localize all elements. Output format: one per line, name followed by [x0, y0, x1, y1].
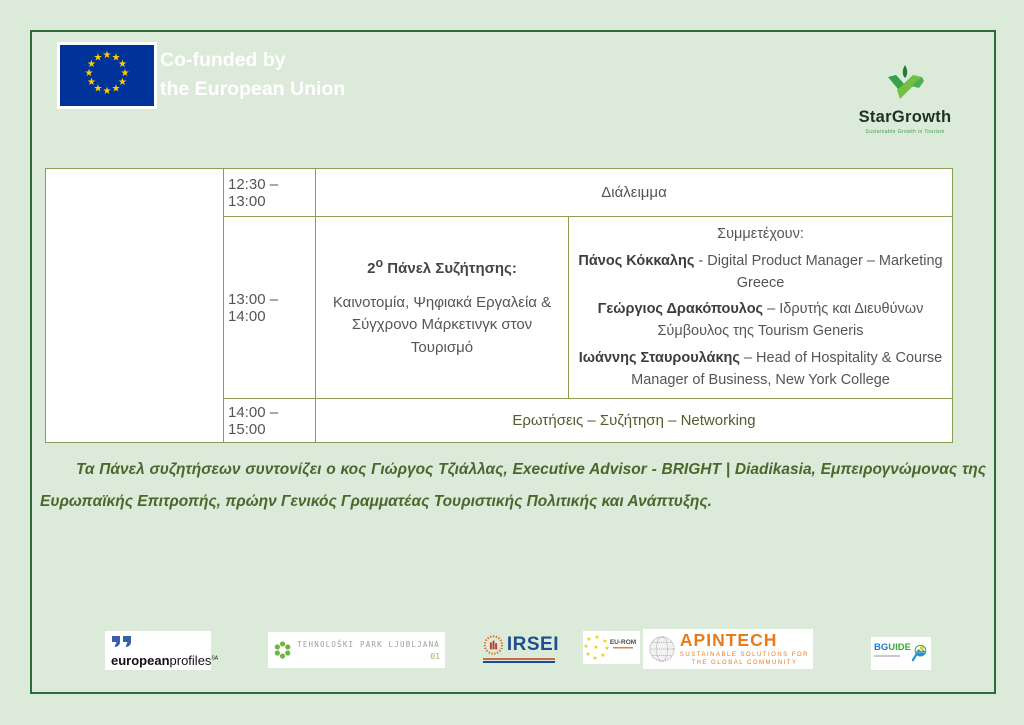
globe-icon: [647, 633, 677, 665]
agenda-table: [45, 168, 953, 443]
panel-topic: Καινοτομία, Ψηφιακά Εργαλεία & Σύγχρονο Μάρκετινγκ στον Τουρισμό: [332, 293, 552, 356]
irsei-subtext-line: [483, 658, 555, 660]
svg-text:★: ★: [594, 634, 600, 641]
tehnoloski-park-number: 01: [430, 651, 440, 661]
networking-label: Ερωτήσεις – Συζήτηση – Networking: [316, 399, 953, 443]
time-slot: 14:00 – 15:00: [224, 399, 316, 443]
apintech-logo: [643, 629, 813, 669]
european-profiles-wordmark: europeanprofiles$^{SA}$: [111, 653, 219, 668]
stargrowth-star-icon: [883, 64, 927, 102]
svg-text:★: ★: [583, 643, 589, 650]
european-profiles-logo: [105, 631, 219, 670]
bguide-label: BGUIDE: [874, 642, 911, 653]
svg-text:★: ★: [120, 68, 130, 79]
eu-funding-label: [160, 46, 345, 105]
participants-heading: Συμμετέχουν:: [717, 226, 804, 242]
participant-name: Ιωάννης Σταυρουλάκης: [578, 349, 740, 366]
svg-text:★: ★: [593, 644, 599, 651]
time-slot: 13:00 – 14:00: [224, 217, 316, 399]
svg-text:★: ★: [87, 77, 96, 88]
time-slot: 12:30 – 13:00: [224, 169, 316, 217]
irsei-logo: [483, 633, 559, 669]
stargrowth-logo: [845, 64, 965, 135]
tehnoloski-park-label: TEHNOLOŠKI PARK LJUBLJANA: [297, 639, 440, 649]
participant-role: - Digital Product Manager – Marketing Greece: [694, 252, 943, 291]
svg-text:★: ★: [102, 50, 112, 61]
irsei-emblem-icon: [483, 633, 504, 657]
svg-text:★: ★: [118, 59, 127, 70]
svg-text:★: ★: [111, 83, 121, 95]
apintech-tagline1: SUSTAINABLE SOLUTIONS FOR: [679, 651, 809, 658]
agenda-empty-cell: [46, 169, 224, 443]
participant-name: Γεώργιος Δρακόπουλος: [597, 301, 764, 318]
participant: [573, 348, 948, 392]
stargrowth-name: StarGrowth: [858, 108, 952, 126]
table-row: [46, 169, 953, 217]
svg-text:★: ★: [102, 86, 112, 97]
svg-text:★: ★: [93, 52, 103, 64]
svg-text:★: ★: [585, 651, 591, 658]
quotes-icon: [111, 636, 133, 647]
svg-text:★: ★: [118, 77, 127, 88]
participants-cell: [569, 217, 953, 399]
svg-text:★: ★: [84, 68, 94, 79]
participant-role: – Head of Hospitality & Course Manager of Business, New York College: [631, 349, 943, 388]
tehnoloski-park-logo: [268, 632, 445, 668]
svg-text:★: ★: [604, 645, 610, 652]
panel-description-cell: [316, 217, 569, 399]
irsei-underline: [483, 661, 555, 663]
magnifier-icon: [911, 639, 928, 668]
apintech-tagline2: THE GLOBAL COMMUNITY: [691, 659, 798, 666]
eu-flag-icon: [57, 42, 157, 109]
bguide-logo: [871, 637, 931, 670]
svg-text:★: ★: [93, 83, 103, 95]
svg-text:★: ★: [592, 655, 598, 662]
eurom-logo: [583, 631, 640, 664]
panel-title: $2^o$ Πάνελ Συζήτησης:: [367, 255, 517, 277]
participant: [573, 299, 948, 343]
irsei-label: IRSEI: [506, 634, 559, 655]
moderator-note: Τα Πάνελ συζητήσεων συντονίζει ο κος Γιώργος Τζιάλλας, Executive Advisor - BRIGHT | Diadikasia, Εμπειρογνώμονας της Ευρωπαϊκής Επιτροπής, πρώην Γενικός Γραμματέας Τουριστικής Πολιτικής και Ανάπτυξης.: [40, 461, 986, 510]
eu-flag-stars: [60, 45, 154, 106]
eu-funding-line2: the European Union: [160, 78, 346, 101]
svg-text:★: ★: [111, 52, 121, 64]
apintech-label: APINTECH: [679, 630, 778, 651]
break-label: Διάλειμμα: [316, 169, 953, 217]
bguide-subtext-line: [874, 655, 900, 657]
eu-stars-icon: [583, 631, 640, 664]
participant-name: Πάνος Κόκκαλης: [578, 252, 695, 269]
svg-text:★: ★: [600, 652, 606, 659]
flower-icon: [273, 639, 292, 661]
participant-role: – Ιδρυτής και Διευθύνων Σύμβουλος της Tourism Generis: [657, 301, 924, 339]
participant: [573, 251, 948, 295]
svg-text:★: ★: [586, 636, 592, 643]
eu-funding-line1: Co-funded by: [160, 49, 286, 71]
svg-text:★: ★: [602, 638, 608, 645]
eurom-label: EU-ROM: [609, 639, 637, 646]
svg-text:★: ★: [87, 59, 96, 70]
stargrowth-tagline: Sustainable Growth in Tourism: [865, 129, 945, 135]
